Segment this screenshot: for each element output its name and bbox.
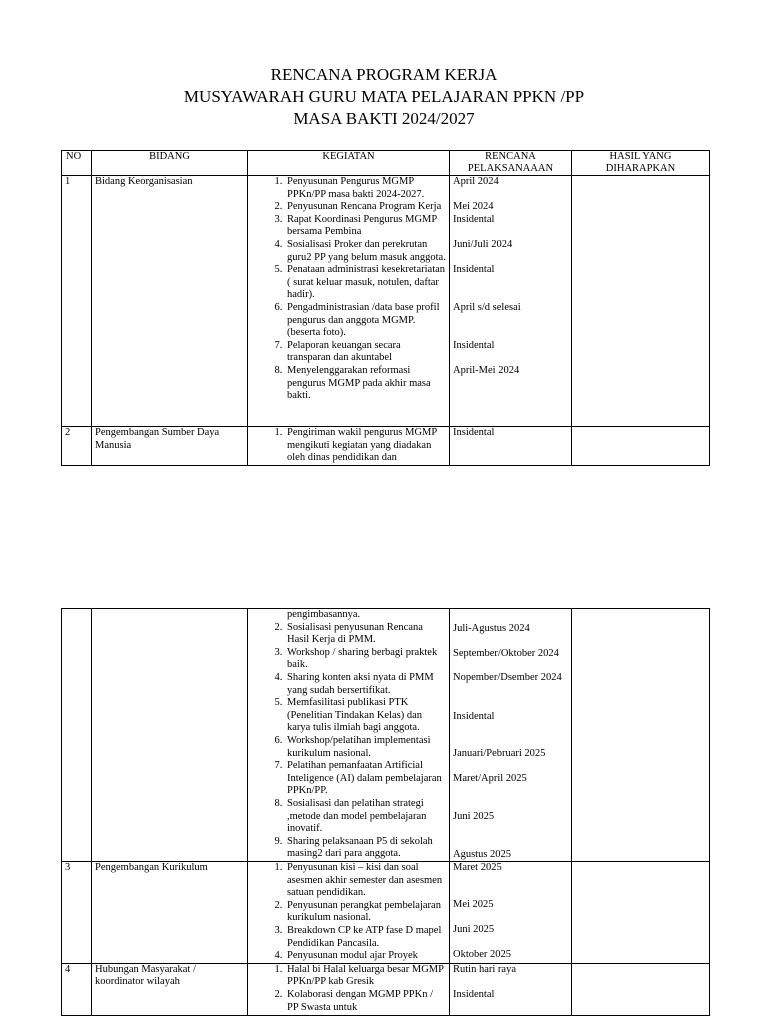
row-hasil: [572, 862, 710, 964]
row-no: 2: [62, 427, 92, 466]
header-hasil: HASIL YANG DIHARAPKAN: [572, 151, 710, 176]
rencana-item: September/Oktober 2024: [453, 648, 559, 659]
kegiatan-item: 2. Penyusunan Rencana Program Kerja: [285, 201, 446, 214]
kegiatan-item: 2. Sosialisasi penyusunan Rencana Hasil Kerja di PMM.: [285, 622, 446, 647]
row-bidang: Hubungan Masyarakat / koordinator wilayah: [92, 963, 248, 1015]
row-kegiatan: [248, 427, 450, 466]
kegiatan-item: 3. Rapat Koordinasi Pengurus MGMP bersama Pembina: [285, 214, 446, 239]
row-kegiatan: [248, 862, 450, 964]
table-row: [62, 609, 710, 862]
header-no: NO: [62, 151, 92, 176]
kegiatan-item: 5. Memfasilitasi publikasi PTK (Penelitian Tindakan Kelas) dan karya tulis ilmiah bagi anggota.: [285, 697, 446, 735]
rencana-item: Rutin hari raya: [453, 963, 516, 975]
kegiatan-item: 5. Penataan administrasi kesekretariatan ( surat keluar masuk, notulen, daftar hadir).: [285, 264, 446, 302]
rencana-item: Insidental: [453, 340, 495, 351]
rencana-item: Insidental: [453, 711, 495, 722]
rencana-item: April s/d selesai: [453, 302, 521, 313]
rencana-item: Insidental: [453, 988, 495, 1000]
row-rencana: [450, 862, 572, 964]
kegiatan-item: 8. Menyelenggarakan reformasi pengurus MGMP pada akhir masa bakti.: [285, 365, 446, 403]
row-hasil: [572, 609, 710, 862]
kegiatan-item: 1. Penyusunan Pengurus MGMP PPKn/PP masa bakti 2024-2027.: [285, 176, 446, 201]
row-bidang: [92, 609, 248, 862]
rencana-item: Oktober 2025: [453, 949, 512, 960]
kegiatan-item: 2. Penyusunan perangkat pembelajaran kurikulum nasional.: [285, 900, 446, 925]
kegiatan-continuation: pengimbasannya.: [287, 609, 361, 620]
kegiatan-item: 7. Pelaporan keuangan secara transparan dan akuntabel: [285, 340, 446, 365]
rencana-item: Juni 2025: [453, 924, 495, 935]
table-row: [62, 176, 710, 427]
kegiatan-item: 1. Halal bi Halal keluarga besar MGMP PPKn/PP kab Gresik: [285, 964, 446, 989]
kegiatan-item: 1. Penyusunan kisi – kisi dan soal asesmen akhir semester dan asesmen satuan pendidikan.: [285, 862, 446, 900]
row-no: 4: [62, 963, 92, 1015]
rencana-item: April 2024: [453, 176, 499, 187]
rencana-item: Maret 2025: [453, 862, 502, 873]
rencana-item: Agustus 2025: [453, 849, 512, 860]
kegiatan-item: 3. Workshop / sharing berbagi praktek baik.: [285, 647, 446, 672]
row-kegiatan: [248, 609, 450, 862]
kegiatan-item: 4. Penyusunan modul ajar Proyek: [285, 950, 446, 963]
row-bidang: Pengembangan Sumber Daya Manusia: [92, 427, 248, 466]
row-hasil: [572, 963, 710, 1015]
row-kegiatan: [248, 963, 450, 1015]
kegiatan-item: 7. Pelatihan pemanfaatan Artificial Inteligence (AI) dalam pembelajaran PPKn/PP.: [285, 760, 446, 798]
header-row: [62, 151, 710, 176]
row-no: [62, 609, 92, 862]
header-bidang: BIDANG: [92, 151, 248, 176]
kegiatan-item: 6. Workshop/pelatihan implementasi kurikulum nasional.: [285, 735, 446, 760]
kegiatan-item: 6. Pengadministrasian /data base profil pengurus dan anggota MGMP.(beserta foto).: [285, 302, 446, 340]
rencana-item: Mei 2024: [453, 201, 494, 212]
kegiatan-item: 8. Sosialisasi dan pelatihan strategi ,metode dan model pembelajaran inovatif.: [285, 798, 446, 836]
rencana-item: Insidental: [453, 214, 495, 225]
kegiatan-item: 4. Sharing konten aksi nyata di PMM yang sudah bersertifikat.: [285, 672, 446, 697]
table-row: [62, 963, 710, 1015]
table-row: [62, 427, 710, 466]
title-line-1: RENCANA PROGRAM KERJA: [270, 65, 498, 84]
kegiatan-item: 1. Pengiriman wakil pengurus MGMP mengikuti kegiatan yang diadakan oleh dinas pendidikan dan: [285, 427, 446, 465]
table-row: [62, 862, 710, 964]
row-hasil: [572, 176, 710, 427]
program-table-part-2: [61, 608, 710, 1016]
row-kegiatan: [248, 176, 450, 427]
row-rencana: [450, 609, 572, 862]
kegiatan-item: 4. Sosialisasi Proker dan perekrutan guru2 PP yang belum masuk anggota.: [285, 239, 446, 264]
row-no: 3: [62, 862, 92, 964]
kegiatan-item: 3. Breakdown CP ke ATP fase D mapel Pendidikan Pancasila.: [285, 925, 446, 950]
row-hasil: [572, 427, 710, 466]
rencana-item: Juni/Juli 2024: [453, 239, 513, 250]
kegiatan-item: 9. Sharing pelaksanaan P5 di sekolah masing2 dari para anggota.: [285, 836, 446, 861]
rencana-item: Insidental: [453, 427, 495, 438]
rencana-item: Juli-Agustus 2024: [453, 623, 530, 634]
rencana-item: Mei 2025: [453, 899, 494, 910]
rencana-item: Nopember/Dsember 2024: [453, 672, 562, 683]
title-line-3: MASA BAKTI 2024/2027: [293, 109, 475, 128]
rencana-item: Maret/April 2025: [453, 773, 527, 784]
header-rencana: RENCANA PELAKSANAAAN: [450, 151, 572, 176]
kegiatan-item: 2. Kolaborasi dengan MGMP PPKn / PP Swasta untuk: [285, 989, 446, 1014]
rencana-item: Juni 2025: [453, 811, 495, 822]
document-title: [0, 64, 768, 130]
row-rencana: [450, 963, 572, 1015]
row-bidang: Pengembangan Kurikulum: [92, 862, 248, 964]
header-kegiatan: KEGIATAN: [248, 151, 450, 176]
program-table-part-1: [61, 150, 710, 466]
row-bidang: Bidang Keorganisasian: [92, 176, 248, 427]
row-no: 1: [62, 176, 92, 427]
rencana-item: April-Mei 2024: [453, 365, 520, 376]
title-line-2: MUSYAWARAH GURU MATA PELAJARAN PPKN /PP: [183, 87, 585, 106]
rencana-item: Insidental: [453, 264, 495, 275]
rencana-item: Januari/Pebruari 2025: [453, 748, 546, 759]
row-rencana: [450, 427, 572, 466]
row-rencana: [450, 176, 572, 427]
